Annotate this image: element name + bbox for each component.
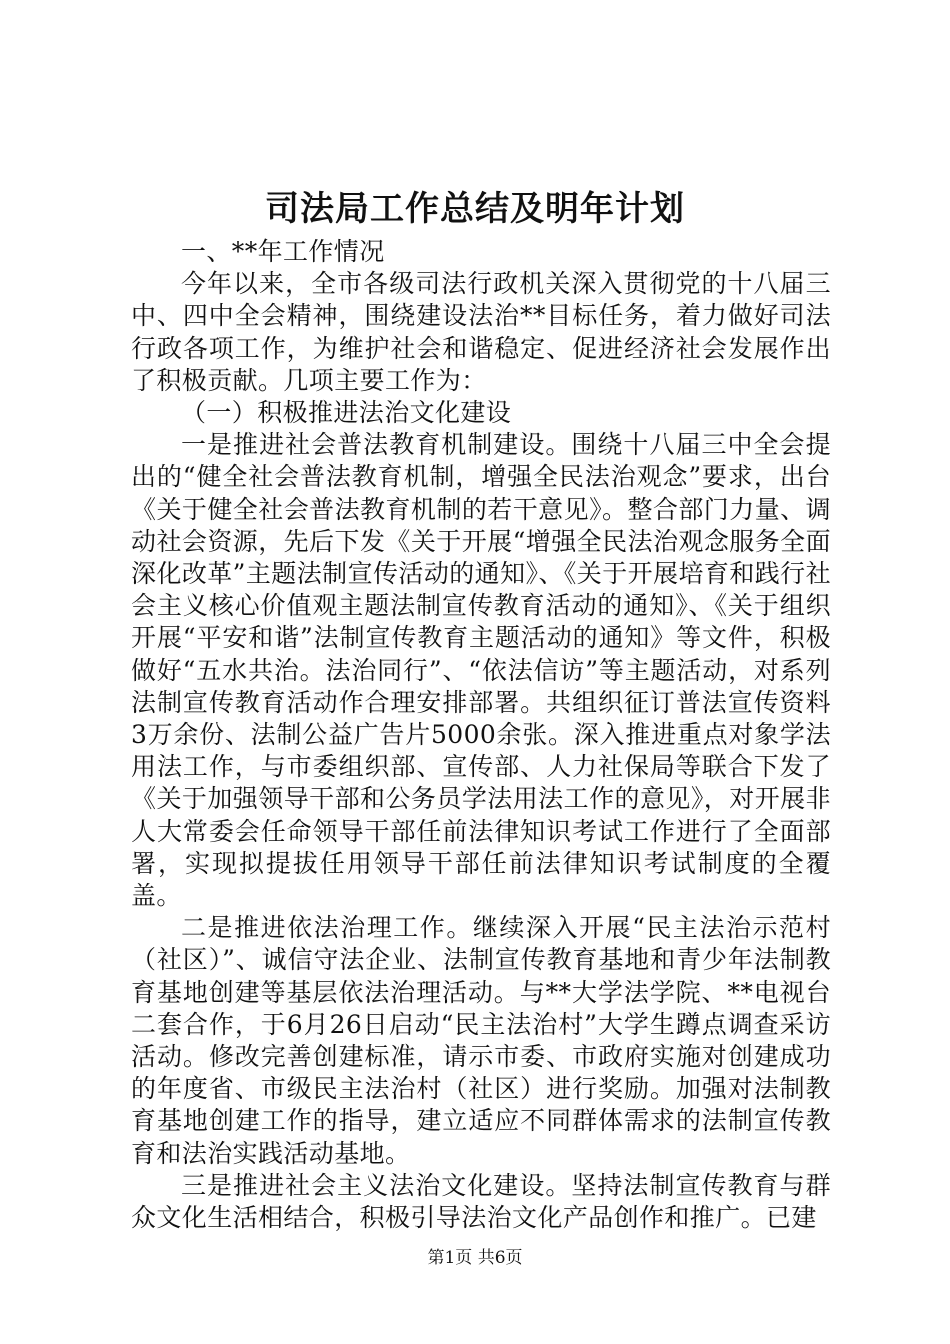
document-title: 司法局工作总结及明年计划 [265, 189, 685, 229]
paragraph-3: 三是推进社会主义法治文化建设。坚持法制宣传教育与群众文化生活相结合，积极引导法治文化产品创作和推广。已建 [131, 1170, 831, 1233]
paragraph-1: 一是推进社会普法教育机制建设。围绕十八届三中全会提出的“健全社会普法教育机制，增强全民法治观念”要求，出台《关于健全社会普法教育机制的若干意见》。整合部门力量、调动社会资源，先后下发《关于开展“增强全民法治观念服务全面深化改革”主题法制宣传活动的通知》、《关于开展培育和践行社会主义核心价值观主题法制宣传教育活动的通知》、《关于组织开展“平安和谐”法制宣传教育主题活动的通知》等文件，积极做好“五水共治。法治同行”、“依法信访”等主题活动，对系列法制宣传教育活动作合理安排部署。共组织征订普法宣传资料3万余份、法制公益广告片5000余张。深入推进重点对象学法用法工作，与市委组织部、宣传部、人力社保局等联合下发了《关于加强领导干部和公务员学法用法工作的意见》，对开展非人大常委会任命领导干部任前法律知识考试工作进行了全面部署，实现拟提拔任用领导干部任前法律知识考试制度的全覆盖。 [131, 430, 831, 911]
document-body [131, 236, 831, 1234]
intro-paragraph: 今年以来，全市各级司法行政机关深入贯彻党的十八届三中、四中全会精神，围绕建设法治**目标任务，着力做好司法行政各项工作，为维护社会和谐稳定、促进经济社会发展作出了积极贡献。几项主要工作为： [131, 269, 831, 395]
page-number-footer: 第1页 共6页 [427, 1248, 523, 1268]
section-heading: 一、**年工作情况 [181, 237, 385, 266]
subsection-heading: （一）积极推进法治文化建设 [181, 398, 512, 428]
paragraph-2: 二是推进依法治理工作。继续深入开展“民主法治示范村（社区）”、诚信守法企业、法制宣传教育基地和青少年法制教育基地创建等基层依法治理活动。与**大学法学院、**电视台二套合作，于6月26日启动“民主法治村”大学生蹲点调查采访活动。修改完善创建标准，请示市委、市政府实施对创建成功的年度省、市级民主法治村（社区）进行奖励。加强对法制教育基地创建工作的指导，建立适应不同群体需求的法制宣传教育和法治实践活动基地。 [131, 913, 831, 1168]
